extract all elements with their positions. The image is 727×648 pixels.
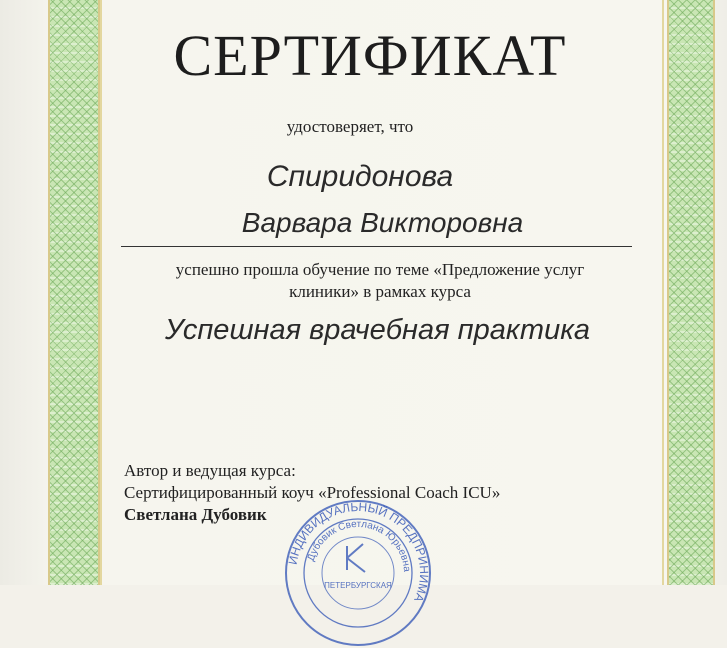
recipient-surname: Спиридонова bbox=[266, 160, 454, 193]
description-line-2: клиники» в рамках курса bbox=[289, 282, 471, 301]
border-line-left bbox=[100, 0, 102, 585]
certifies-text: удостоверяет, что bbox=[286, 117, 414, 136]
stamp-outer-text: ИНДИВИДУАЛЬНЫЙ ПРЕДПРИНИМА bbox=[285, 499, 432, 605]
ornamental-border-left bbox=[48, 0, 100, 585]
certificate-title: СЕРТИФИКАТ bbox=[173, 23, 567, 88]
course-name: Успешная врачебная практика bbox=[164, 314, 591, 346]
name-underline bbox=[121, 246, 632, 247]
stamp-center-text: ПЕТЕРБУРГСКАЯ bbox=[324, 581, 392, 590]
stamp-logo-icon bbox=[347, 544, 365, 572]
author-credential: Сертифицированный коуч «Professional Coach ICU» bbox=[124, 483, 501, 502]
author-role: Автор и ведущая курса: bbox=[124, 461, 296, 480]
course-description bbox=[110, 259, 650, 303]
stamp-inner-text: Дубовик Светлана Юрьевна bbox=[305, 518, 413, 573]
recipient-given-names: Варвара Викторовна bbox=[241, 207, 524, 238]
seal-stamp bbox=[283, 498, 433, 648]
ornamental-border-right bbox=[667, 0, 715, 585]
author-name: Светлана Дубовик bbox=[124, 505, 267, 524]
description-line-1: успешно прошла обучение по теме «Предложение услуг bbox=[175, 260, 585, 279]
border-line-right bbox=[662, 0, 664, 585]
